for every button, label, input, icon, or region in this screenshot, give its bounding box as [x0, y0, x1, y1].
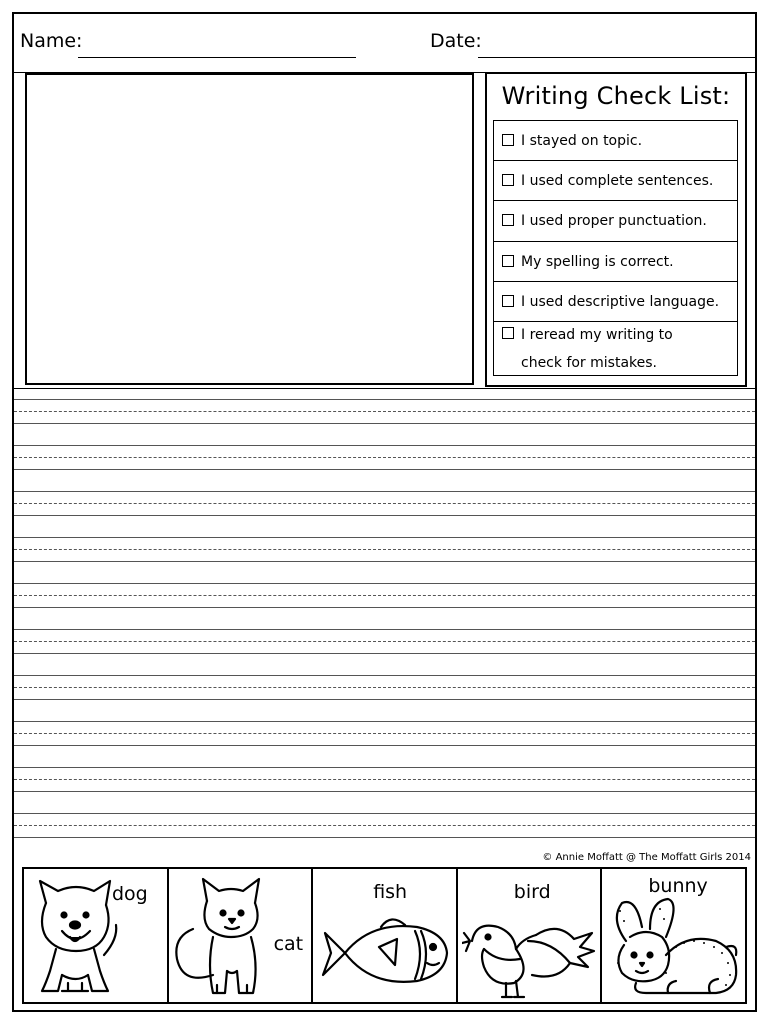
checklist-item[interactable]	[494, 201, 737, 242]
writing-line	[14, 721, 755, 722]
header-row	[20, 30, 749, 60]
writing-line	[14, 537, 755, 538]
writing-line	[14, 469, 755, 470]
picture-cell-fish	[313, 869, 458, 1002]
writing-line	[14, 561, 755, 562]
checkbox-icon[interactable]	[502, 174, 514, 186]
name-line[interactable]	[78, 57, 356, 58]
writing-midline	[14, 687, 755, 688]
picture-word: bird	[513, 881, 551, 903]
writing-checklist	[485, 72, 747, 387]
picture-cell-bunny	[602, 869, 745, 1002]
checkbox-icon[interactable]	[502, 327, 514, 339]
checklist-item[interactable]	[494, 282, 737, 322]
writing-line	[14, 699, 755, 700]
name-label: Name:	[20, 30, 83, 52]
picture-word: bunny	[648, 875, 708, 897]
writing-midline	[14, 595, 755, 596]
writing-line	[14, 629, 755, 630]
picture-word-bank	[22, 867, 747, 1004]
writing-midline	[14, 641, 755, 642]
writing-line	[14, 399, 755, 400]
writing-line	[14, 837, 755, 838]
drawing-box[interactable]	[25, 73, 474, 385]
writing-line	[14, 445, 755, 446]
writing-line	[14, 675, 755, 676]
worksheet-page	[12, 12, 757, 1012]
writing-line	[14, 491, 755, 492]
checklist-item-text: I used complete sentences.	[521, 173, 714, 189]
copyright-text: © Annie Moffatt @ The Moffatt Girls 2014	[542, 852, 751, 863]
checklist-item-text: My spelling is correct.	[521, 254, 674, 270]
date-label: Date:	[430, 30, 482, 52]
writing-line	[14, 653, 755, 654]
writing-midline	[14, 457, 755, 458]
checklist-items	[493, 120, 738, 376]
dog-icon	[32, 875, 122, 1000]
writing-line	[14, 607, 755, 608]
writing-midline	[14, 549, 755, 550]
writing-line	[14, 515, 755, 516]
checklist-item[interactable]	[494, 121, 737, 161]
writing-midline	[14, 733, 755, 734]
checkbox-icon[interactable]	[502, 134, 514, 146]
checklist-title: Writing Check List:	[501, 82, 731, 110]
writing-line	[14, 813, 755, 814]
picture-cell-bird	[458, 869, 603, 1002]
bunny-icon	[606, 897, 741, 1002]
writing-midline	[14, 411, 755, 412]
writing-midline	[14, 825, 755, 826]
cat-icon	[173, 875, 283, 1000]
checklist-item[interactable]	[494, 322, 737, 377]
fish-icon	[321, 913, 451, 993]
date-line[interactable]	[478, 57, 755, 58]
bird-icon	[462, 911, 597, 1001]
checkbox-icon[interactable]	[502, 214, 514, 226]
writing-line	[14, 423, 755, 424]
picture-word: fish	[373, 881, 408, 903]
picture-word: cat	[273, 933, 304, 955]
writing-line	[14, 745, 755, 746]
writing-midline	[14, 503, 755, 504]
checklist-item[interactable]	[494, 161, 737, 201]
writing-line	[14, 791, 755, 792]
picture-cell-cat	[169, 869, 314, 1002]
writing-midline	[14, 779, 755, 780]
writing-lines[interactable]	[14, 388, 755, 849]
writing-line	[14, 583, 755, 584]
checklist-item-text: I stayed on topic.	[521, 133, 643, 149]
checklist-item-text-line2: check for mistakes.	[521, 355, 657, 371]
checklist-item-text: I reread my writing to	[521, 327, 673, 343]
checklist-item-text: I used descriptive language.	[521, 294, 720, 310]
checkbox-icon[interactable]	[502, 295, 514, 307]
picture-cell-dog	[24, 869, 169, 1002]
checklist-item[interactable]	[494, 242, 737, 282]
checkbox-icon[interactable]	[502, 255, 514, 267]
picture-word: dog	[112, 883, 148, 905]
checklist-item-text: I used proper punctuation.	[521, 213, 707, 229]
writing-line	[14, 767, 755, 768]
